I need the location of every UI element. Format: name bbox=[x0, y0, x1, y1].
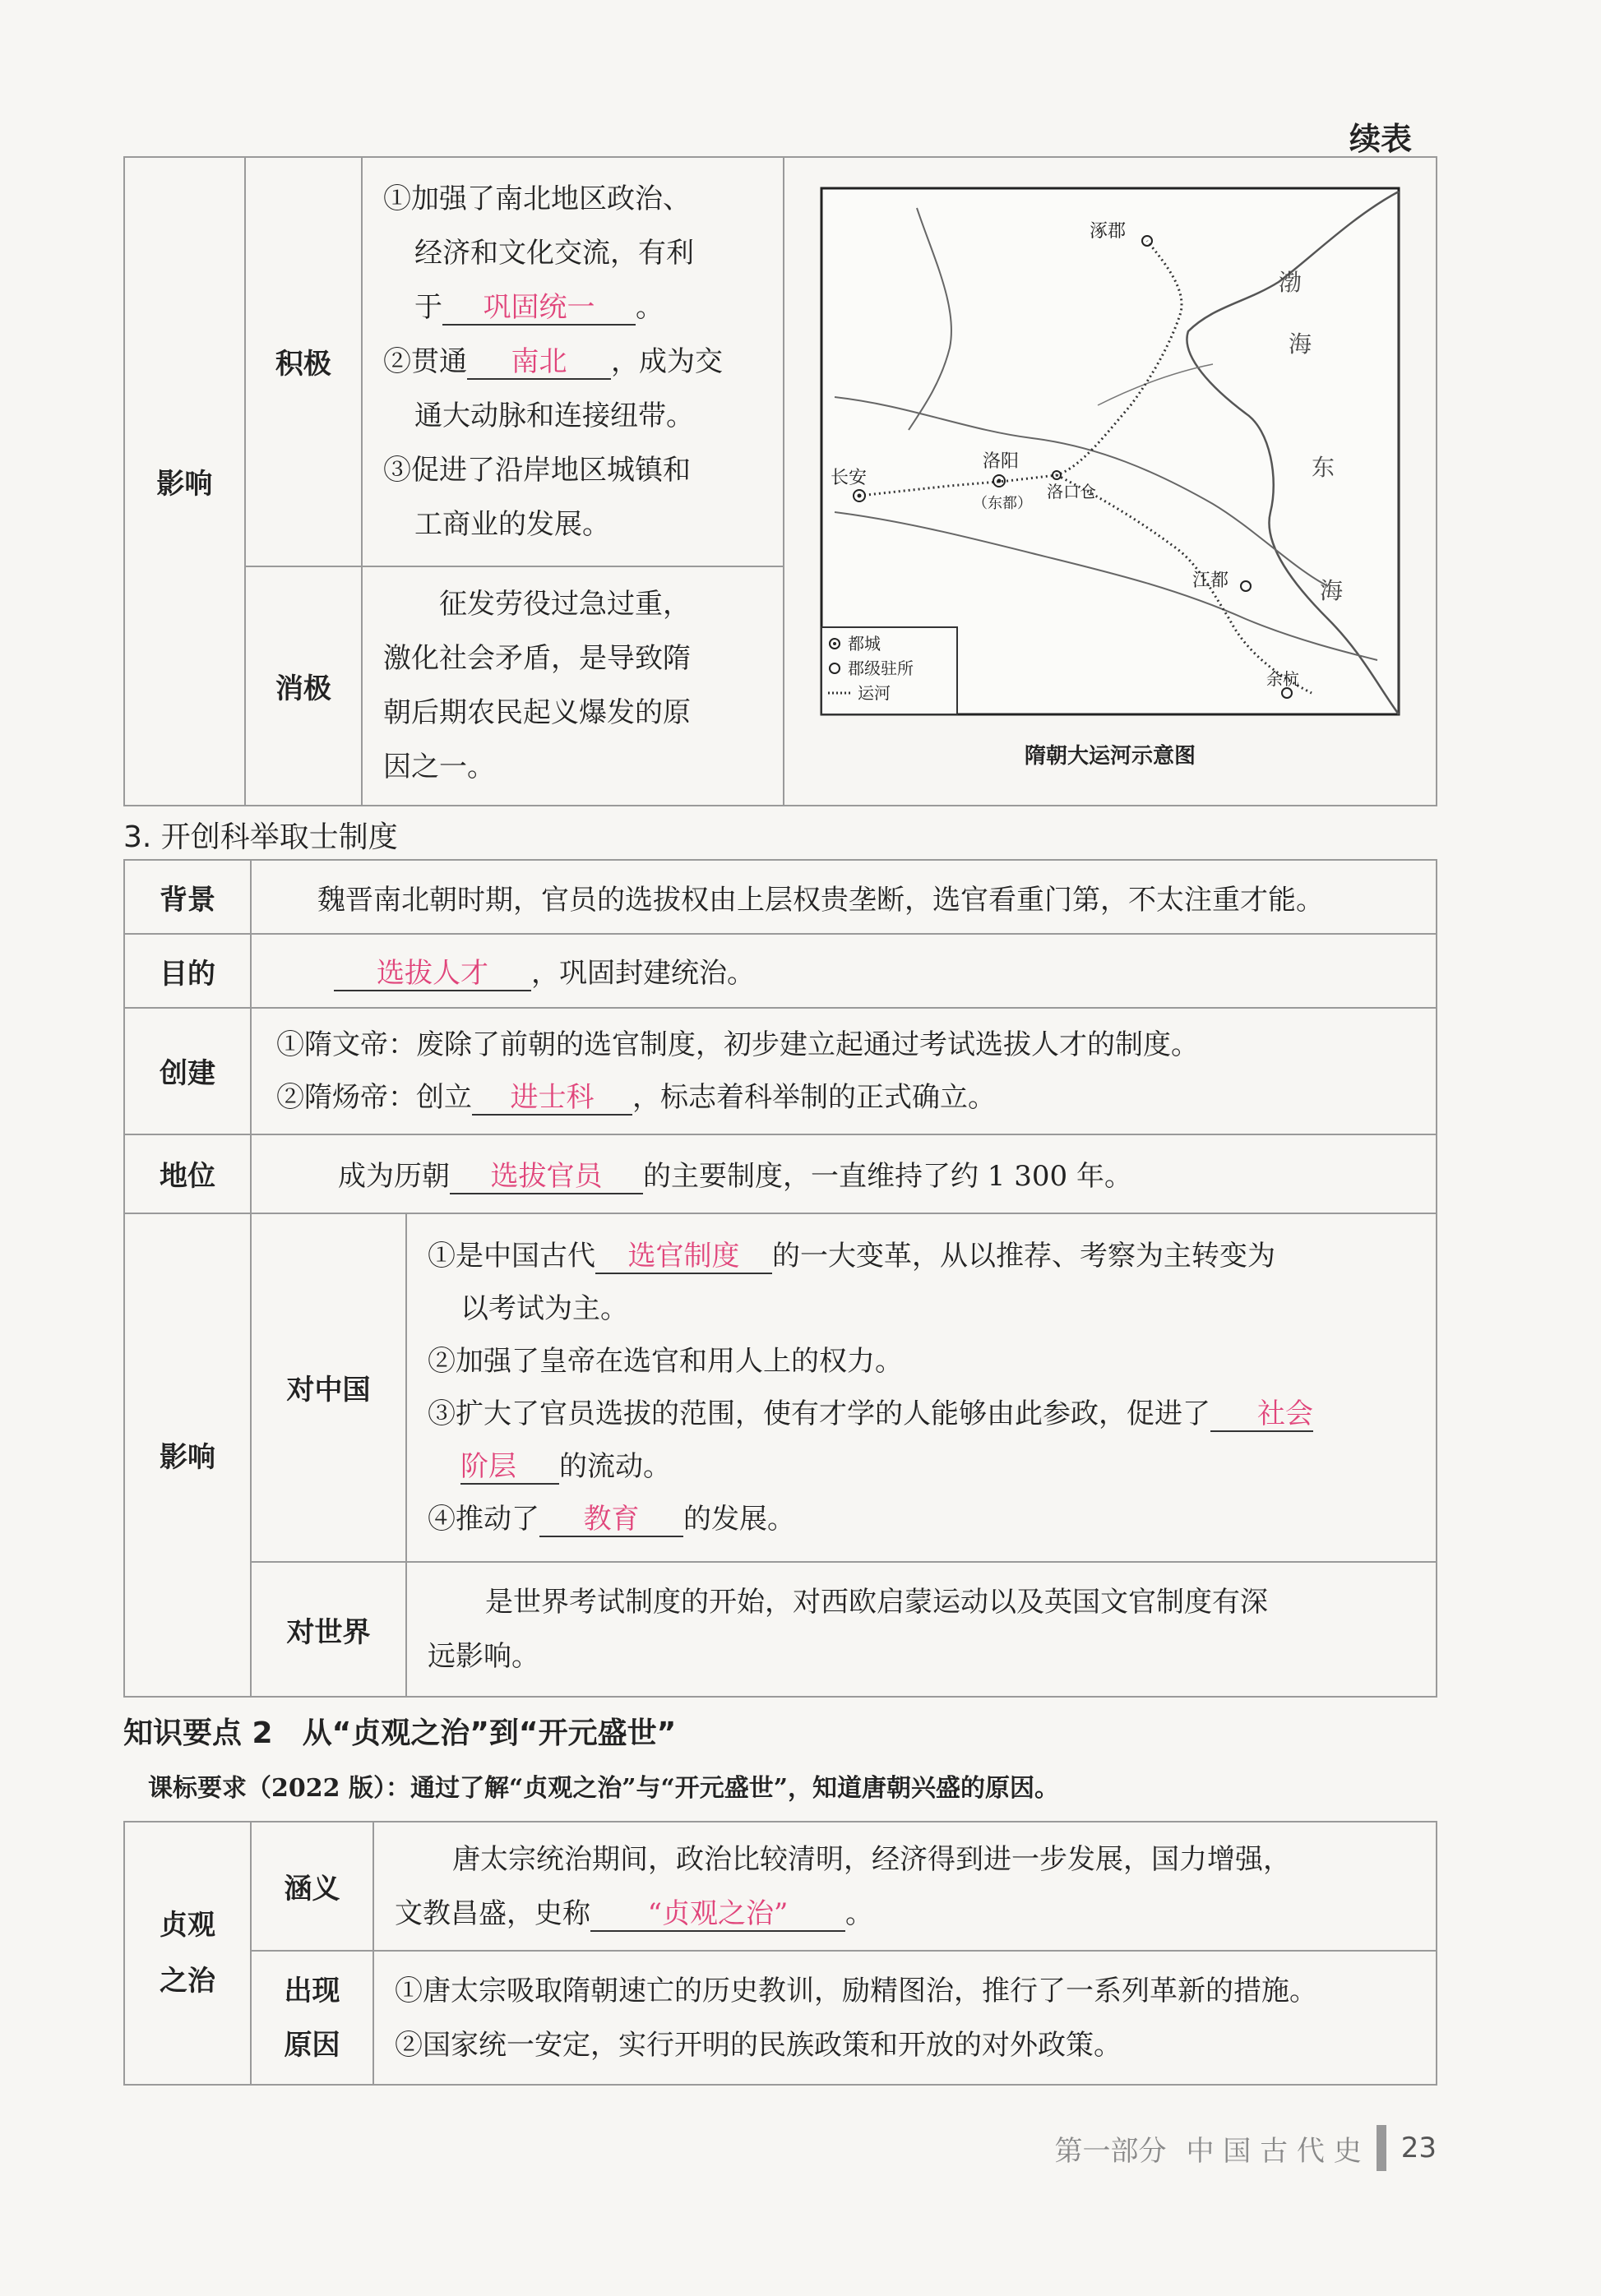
meaning-label: 涵义 bbox=[251, 1822, 373, 1951]
meaning-line-2: 文教昌盛，史称 “贞观之治” 。 bbox=[395, 1887, 1435, 1941]
create-cell bbox=[251, 1008, 1437, 1134]
city-luoyang-note: （东都） bbox=[972, 495, 1032, 512]
keju-impact-label: 影响 bbox=[124, 1213, 251, 1697]
world-cell bbox=[406, 1562, 1437, 1697]
create-label: 创建 bbox=[124, 1008, 251, 1134]
footer-bar bbox=[1377, 2125, 1386, 2171]
fill-select-talent: 选拔人才 bbox=[334, 958, 531, 991]
fill-social-a: 社会 bbox=[1210, 1398, 1313, 1432]
zhenguan-table bbox=[123, 1821, 1437, 2086]
city-changan: 长安 bbox=[830, 468, 867, 488]
cause-label bbox=[251, 1951, 373, 2085]
cause-label-b: 原因 bbox=[284, 2028, 340, 2062]
fill-jinshike: 进士科 bbox=[472, 1082, 632, 1116]
footer-book: 中 国 古 代 史 bbox=[1186, 2134, 1362, 2168]
fill-social-b: 阶层 bbox=[460, 1451, 559, 1485]
point2-title: 知识要点 2 从“贞观之治”到“开元盛世” bbox=[123, 1716, 677, 1750]
china-line-3: ③扩大了官员选拔的范围，使有才学的人能够由此参政，促进了 社会 bbox=[428, 1388, 1435, 1440]
section3-title: 3. 开创科举取士制度 bbox=[123, 820, 398, 854]
china-line-3-cont: 阶层 的流动。 bbox=[428, 1440, 1435, 1493]
status-label: 地位 bbox=[124, 1134, 251, 1213]
keju-table bbox=[123, 859, 1437, 1698]
meaning-cell bbox=[373, 1822, 1437, 1951]
map-caption: 隋朝大运河示意图 bbox=[1024, 744, 1196, 769]
world-label: 对世界 bbox=[251, 1562, 406, 1697]
positive-line-7: 工商业的发展。 bbox=[414, 507, 610, 541]
point2-requirement: 课标要求（2022 版）：通过了解“贞观之治”与“开元盛世”，知道唐朝兴盛的原因。 bbox=[148, 1774, 1059, 1803]
canal-impact-table bbox=[123, 156, 1437, 806]
china-line-1: ①是中国古代 选官制度 的一大变革，从以推荐、考察为主转变为 bbox=[428, 1230, 1435, 1282]
negative-cell bbox=[362, 566, 784, 806]
china-line-4: ④推动了 教育 的发展。 bbox=[428, 1493, 1435, 1545]
china-line-2: ②加强了皇帝在选官和用人上的权力。 bbox=[428, 1344, 903, 1378]
goal-label: 目的 bbox=[124, 934, 251, 1008]
city-luoyang: 洛阳 bbox=[982, 451, 1019, 472]
positive-label: 积极 bbox=[245, 157, 362, 566]
zhenguan-label-a: 贞观 bbox=[160, 1909, 215, 1942]
positive-line-3: 于 巩固统一 。 bbox=[383, 280, 783, 335]
background-label: 背景 bbox=[124, 860, 251, 934]
fill-north-south: 南北 bbox=[467, 346, 611, 380]
legend-prefecture: 郡级驻所 bbox=[847, 658, 914, 678]
city-luokoucang: 洛口仓 bbox=[1046, 482, 1096, 501]
negative-line-4: 因之一。 bbox=[382, 751, 495, 784]
fill-consolidate-unity: 巩固统一 bbox=[442, 292, 636, 326]
positive-line-6: ③促进了沿岸地区城镇和 bbox=[382, 453, 691, 487]
sea-label-hai-2: 海 bbox=[1319, 577, 1343, 604]
impact-row-label: 影响 bbox=[124, 157, 245, 806]
positive-cell bbox=[362, 157, 784, 566]
cause-cell bbox=[373, 1951, 1437, 2085]
city-yuhang: 余杭 bbox=[1266, 669, 1299, 689]
fill-education: 教育 bbox=[539, 1504, 683, 1537]
zhenguan-label-b: 之治 bbox=[160, 1965, 215, 1998]
cause-label-a: 出现 bbox=[284, 1974, 340, 2007]
legend-canal: 运河 bbox=[857, 683, 891, 703]
goal-text: 选拔人才 ，巩固封建统治。 bbox=[251, 934, 1437, 1008]
china-label: 对中国 bbox=[251, 1213, 406, 1563]
legend-capital: 都城 bbox=[847, 634, 881, 654]
sea-label-hai-1: 海 bbox=[1288, 330, 1312, 358]
page-number: 23 bbox=[1400, 2132, 1437, 2164]
zhenguan-label bbox=[124, 1822, 251, 2085]
china-cell bbox=[406, 1213, 1437, 1563]
footer bbox=[1055, 2125, 1437, 2171]
world-line-1: 是世界考试制度的开始，对西欧启蒙运动以及英国文官制度有深 bbox=[485, 1586, 1268, 1619]
continued-label: 续表 bbox=[1349, 120, 1412, 157]
positive-line-4: ②贯通 南北 ，成为交 bbox=[383, 335, 783, 389]
positive-line-1: ①加强了南北地区政治、 bbox=[382, 182, 691, 215]
city-zhuojun: 涿郡 bbox=[1089, 221, 1126, 242]
footer-section: 第一部分 bbox=[1054, 2134, 1167, 2168]
meaning-line-1: 唐太宗统治期间，政治比较清明，经济得到进一步发展，国力增强， bbox=[452, 1842, 1291, 1876]
create-line-2: ②隋炀帝：创立 进士科 ，标志着科举制的正式确立。 bbox=[276, 1071, 1435, 1124]
sea-label-bo: 渤 bbox=[1278, 269, 1302, 296]
sea-label-dong: 东 bbox=[1311, 454, 1335, 481]
fill-zhenguan: “贞观之治” bbox=[590, 1898, 845, 1932]
positive-line-2: 经济和文化交流，有利 bbox=[414, 236, 694, 270]
negative-line-2: 激化社会矛盾，是导致隋 bbox=[382, 642, 691, 676]
grand-canal-map bbox=[785, 159, 1435, 804]
negative-line-3: 朝后期农民起义爆发的原 bbox=[382, 696, 691, 730]
cause-line-2: ②国家统一安定，实行开明的民族政策和开放的对外政策。 bbox=[395, 2028, 1122, 2062]
city-jiangdu: 江都 bbox=[1191, 571, 1229, 591]
china-line-1-cont: 以考试为主。 bbox=[460, 1291, 628, 1325]
negative-line-1: 征发劳役过急过重， bbox=[438, 588, 691, 621]
world-line-2: 远影响。 bbox=[428, 1640, 539, 1674]
background-text: 魏晋南北朝时期，官员的选拔权由上层权贵垄断，选官看重门第，不太注重才能。 bbox=[251, 860, 1437, 934]
map-cell bbox=[784, 157, 1437, 806]
cause-line-1: ①唐太宗吸取隋朝速亡的历史教训，励精图治，推行了一系列革新的措施。 bbox=[395, 1974, 1317, 2007]
positive-line-5: 通大动脉和连接纽带。 bbox=[414, 399, 694, 432]
negative-label: 消极 bbox=[245, 566, 362, 806]
fill-select-officials: 选拔官员 bbox=[450, 1161, 643, 1194]
status-text: 成为历朝 选拔官员 的主要制度，一直维持了约 1 300 年。 bbox=[251, 1134, 1437, 1213]
create-line-1: ①隋文帝：废除了前朝的选官制度，初步建立起通过考试选拔人才的制度。 bbox=[276, 1028, 1199, 1061]
fill-official-selection: 选官制度 bbox=[595, 1240, 772, 1274]
